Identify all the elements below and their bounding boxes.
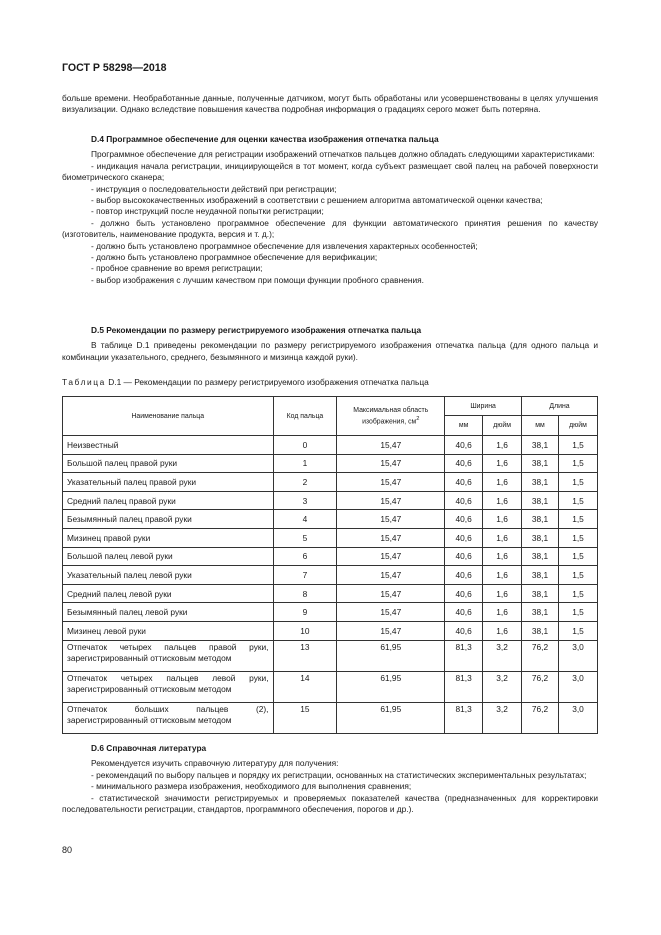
cell-width-mm: 40,6 — [445, 510, 483, 529]
cell-width-mm: 81,3 — [445, 671, 483, 702]
cell-width-inch: 1,6 — [483, 436, 522, 455]
col-header-width: Ширина — [445, 397, 522, 416]
cell-code: 10 — [273, 621, 337, 640]
cell-width-inch: 1,6 — [483, 510, 522, 529]
table-caption-text: D.1 — Рекомендации по размеру регистрируемого изображения отпечатка пальца — [108, 377, 429, 387]
cell-length-inch: 1,5 — [559, 584, 598, 603]
cell-width-mm: 81,3 — [445, 702, 483, 733]
section-d5-heading: D.5 Рекомендации по размеру регистрируемого изображения отпечатка пальца — [91, 325, 422, 335]
table-row — [63, 454, 598, 473]
finger-size-table — [62, 396, 598, 734]
list-item: - статистической значимости регистрируемых и проверяемых показателей качества (предназначенных для корректировки последовательности регистрации, стандартов, программного обеспечения, порогов и др.). — [62, 792, 598, 815]
col-header-area-sup: 2 — [416, 415, 420, 422]
cell-length-mm: 38,1 — [522, 547, 559, 566]
table-row — [63, 473, 598, 492]
table-row — [63, 603, 598, 622]
cell-area: 15,47 — [337, 491, 445, 510]
list-item: - должно быть установлено программное обеспечение для извлечения характерных особенностей; — [91, 240, 478, 251]
col-header-length: Длина — [522, 397, 598, 416]
cell-area: 61,95 — [337, 640, 445, 671]
table-row — [63, 621, 598, 640]
intro-paragraph: больше времени. Необработанные данные, полученные датчиком, могут быть обработаны или усовершенствованы в целях улучшения визуализации. Однако вследствие повышения качества подробная информация о градациях серого может быть потеряна. — [62, 93, 598, 115]
list-item: - повтор инструкций после неудачной попытки регистрации; — [91, 206, 324, 217]
cell-width-inch: 1,6 — [483, 547, 522, 566]
cell-length-mm: 38,1 — [522, 473, 559, 492]
cell-name: Средний палец правой руки — [63, 491, 274, 510]
table-row — [63, 671, 598, 702]
cell-width-inch: 1,6 — [483, 603, 522, 622]
cell-code: 7 — [273, 566, 337, 585]
col-header-name: Наименование пальца — [63, 397, 274, 436]
cell-area: 15,47 — [337, 603, 445, 622]
col-header-length-inch: дюйм — [559, 416, 598, 436]
cell-length-inch: 3,0 — [559, 671, 598, 702]
table-row — [63, 547, 598, 566]
cell-width-mm: 40,6 — [445, 491, 483, 510]
cell-length-inch: 1,5 — [559, 621, 598, 640]
cell-length-mm: 38,1 — [522, 621, 559, 640]
cell-length-mm: 38,1 — [522, 510, 559, 529]
cell-width-mm: 81,3 — [445, 640, 483, 671]
cell-code: 13 — [273, 640, 337, 671]
cell-name: Средний палец левой руки — [63, 584, 274, 603]
list-item: - минимального размера изображения, необходимого для выполнения сравнения; — [91, 781, 412, 792]
cell-code: 8 — [273, 584, 337, 603]
cell-width-mm: 40,6 — [445, 547, 483, 566]
cell-width-inch: 1,6 — [483, 491, 522, 510]
table-row — [63, 436, 598, 455]
cell-area: 61,95 — [337, 671, 445, 702]
cell-code: 14 — [273, 671, 337, 702]
cell-width-inch: 3,2 — [483, 702, 522, 733]
cell-name: Безымянный палец правой руки — [63, 510, 274, 529]
cell-code: 9 — [273, 603, 337, 622]
cell-length-mm: 38,1 — [522, 454, 559, 473]
cell-width-mm: 40,6 — [445, 566, 483, 585]
table-row — [63, 566, 598, 585]
table-caption — [62, 377, 429, 387]
col-header-width-inch: дюйм — [483, 416, 522, 436]
col-header-code: Код пальца — [273, 397, 337, 436]
intro-block — [62, 93, 598, 116]
col-header-area: Максимальная область изображения, $см^2$ — [337, 397, 445, 436]
section-d6-heading: D.6 Справочная литература — [91, 743, 207, 753]
list-item: - должно быть установлено программное обеспечение для верификации; — [91, 252, 378, 263]
page-header-title: ГОСТ Р 58298—2018 — [62, 62, 167, 74]
cell-area: 15,47 — [337, 584, 445, 603]
table-row — [63, 528, 598, 547]
cell-area: 15,47 — [337, 566, 445, 585]
cell-code: 2 — [273, 473, 337, 492]
cell-length-inch: 1,5 — [559, 566, 598, 585]
cell-name: Большой палец правой руки — [63, 454, 274, 473]
cell-code: 3 — [273, 491, 337, 510]
cell-length-mm: 76,2 — [522, 640, 559, 671]
list-item: - выбор высококачественных изображений в соответствии с решением алгоритма автоматической оценки качества; — [91, 195, 543, 206]
cell-width-inch: 1,6 — [483, 584, 522, 603]
cell-area: 15,47 — [337, 547, 445, 566]
col-header-length-mm: мм — [522, 416, 559, 436]
cell-width-inch: 1,6 — [483, 566, 522, 585]
section-d6-lead: Рекомендуется изучить справочную литературу для получения: — [91, 758, 339, 769]
cell-width-mm: 40,6 — [445, 473, 483, 492]
section-d4-lead: Программное обеспечение для регистрации изображений отпечатков пальцев должно обладать следующими характеристиками: — [91, 149, 595, 160]
cell-width-inch: 3,2 — [483, 640, 522, 671]
cell-width-mm: 40,6 — [445, 603, 483, 622]
cell-name: Отпечаток четырех пальцев правой руки, зарегистрированный оттисковым методом — [63, 640, 274, 671]
cell-area: 61,95 — [337, 702, 445, 733]
cell-area: 15,47 — [337, 528, 445, 547]
cell-width-inch: 1,6 — [483, 454, 522, 473]
cell-width-inch: 1,6 — [483, 473, 522, 492]
section-d4 — [62, 134, 598, 286]
cell-length-inch: 1,5 — [559, 510, 598, 529]
cell-area: 15,47 — [337, 510, 445, 529]
cell-name: Указательный палец правой руки — [63, 473, 274, 492]
list-item: - пробное сравнение во время регистрации; — [91, 263, 263, 274]
list-item: - инструкция о последовательности действий при регистрации; — [91, 183, 337, 194]
table-row — [63, 510, 598, 529]
cell-width-mm: 40,6 — [445, 436, 483, 455]
cell-area: 15,47 — [337, 621, 445, 640]
cell-width-inch: 3,2 — [483, 671, 522, 702]
cell-code: 5 — [273, 528, 337, 547]
section-d5 — [62, 325, 598, 363]
table-caption-label: Таблица — [62, 377, 106, 387]
cell-length-inch: 3,0 — [559, 640, 598, 671]
cell-area: 15,47 — [337, 454, 445, 473]
cell-length-mm: 38,1 — [522, 491, 559, 510]
cell-length-mm: 38,1 — [522, 436, 559, 455]
cell-length-mm: 38,1 — [522, 584, 559, 603]
cell-length-mm: 38,1 — [522, 528, 559, 547]
cell-code: 4 — [273, 510, 337, 529]
section-d5-text: В таблице D.1 приведены рекомендации по размеру регистрируемого изображения отпечатка пальца (для одного пальца и комбинации указательного, среднего, безымянного и мизинца каждой руки). — [62, 340, 598, 362]
section-d6-list — [62, 770, 598, 816]
cell-code: 15 — [273, 702, 337, 733]
cell-length-inch: 1,5 — [559, 528, 598, 547]
cell-width-mm: 40,6 — [445, 454, 483, 473]
cell-name: Мизинец левой руки — [63, 621, 274, 640]
cell-length-inch: 1,5 — [559, 491, 598, 510]
cell-length-mm: 76,2 — [522, 702, 559, 733]
cell-code: 6 — [273, 547, 337, 566]
cell-length-inch: 1,5 — [559, 603, 598, 622]
section-d4-heading: D.4 Программное обеспечение для оценки качества изображения отпечатка пальца — [91, 134, 439, 144]
cell-name: Безымянный палец левой руки — [63, 603, 274, 622]
list-item: - рекомендаций по выбору пальцев и порядку их регистрации, основанных на статистических экспериментальных результатах; — [91, 769, 587, 780]
cell-area: 15,47 — [337, 473, 445, 492]
cell-length-inch: 1,5 — [559, 473, 598, 492]
cell-length-mm: 76,2 — [522, 671, 559, 702]
cell-width-inch: 1,6 — [483, 528, 522, 547]
cell-name: Неизвестный — [63, 436, 274, 455]
cell-code: 0 — [273, 436, 337, 455]
cell-length-mm: 38,1 — [522, 566, 559, 585]
cell-length-inch: 1,5 — [559, 436, 598, 455]
page-number: 80 — [62, 845, 73, 855]
table-row — [63, 640, 598, 671]
cell-width-inch: 1,6 — [483, 621, 522, 640]
cell-name: Мизинец правой руки — [63, 528, 274, 547]
cell-width-mm: 40,6 — [445, 621, 483, 640]
cell-length-inch: 1,5 — [559, 547, 598, 566]
table-row — [63, 491, 598, 510]
section-d6 — [62, 743, 598, 815]
cell-name: Указательный палец левой руки — [63, 566, 274, 585]
cell-area: 15,47 — [337, 436, 445, 455]
table-body — [63, 436, 598, 734]
cell-name: Отпечаток четырех пальцев левой руки, зарегистрированный оттисковым методом — [63, 671, 274, 702]
cell-name: Большой палец левой руки — [63, 547, 274, 566]
section-d4-list — [62, 161, 598, 286]
list-item: - индикация начала регистрации, инициирующейся в тот момент, когда субъект размещает свой палец на рабочей поверхности биометрического сканера; — [62, 160, 598, 183]
table-row — [63, 584, 598, 603]
list-item: - выбор изображения с лучшим качеством при помощи функции пробного сравнения. — [91, 274, 424, 285]
table-row — [63, 702, 598, 733]
cell-length-mm: 38,1 — [522, 603, 559, 622]
cell-name: Отпечаток больших пальцев (2), зарегистрированный оттисковым методом — [63, 702, 274, 733]
list-item: - должно быть установлено программное обеспечение для функции автоматического принятия решения по качеству (изготовитель, наименование продукта, версия и т. д.); — [62, 217, 598, 240]
cell-length-inch: 1,5 — [559, 454, 598, 473]
cell-code: 1 — [273, 454, 337, 473]
cell-width-mm: 40,6 — [445, 528, 483, 547]
cell-length-inch: 3,0 — [559, 702, 598, 733]
col-header-width-mm: мм — [445, 416, 483, 436]
cell-width-mm: 40,6 — [445, 584, 483, 603]
